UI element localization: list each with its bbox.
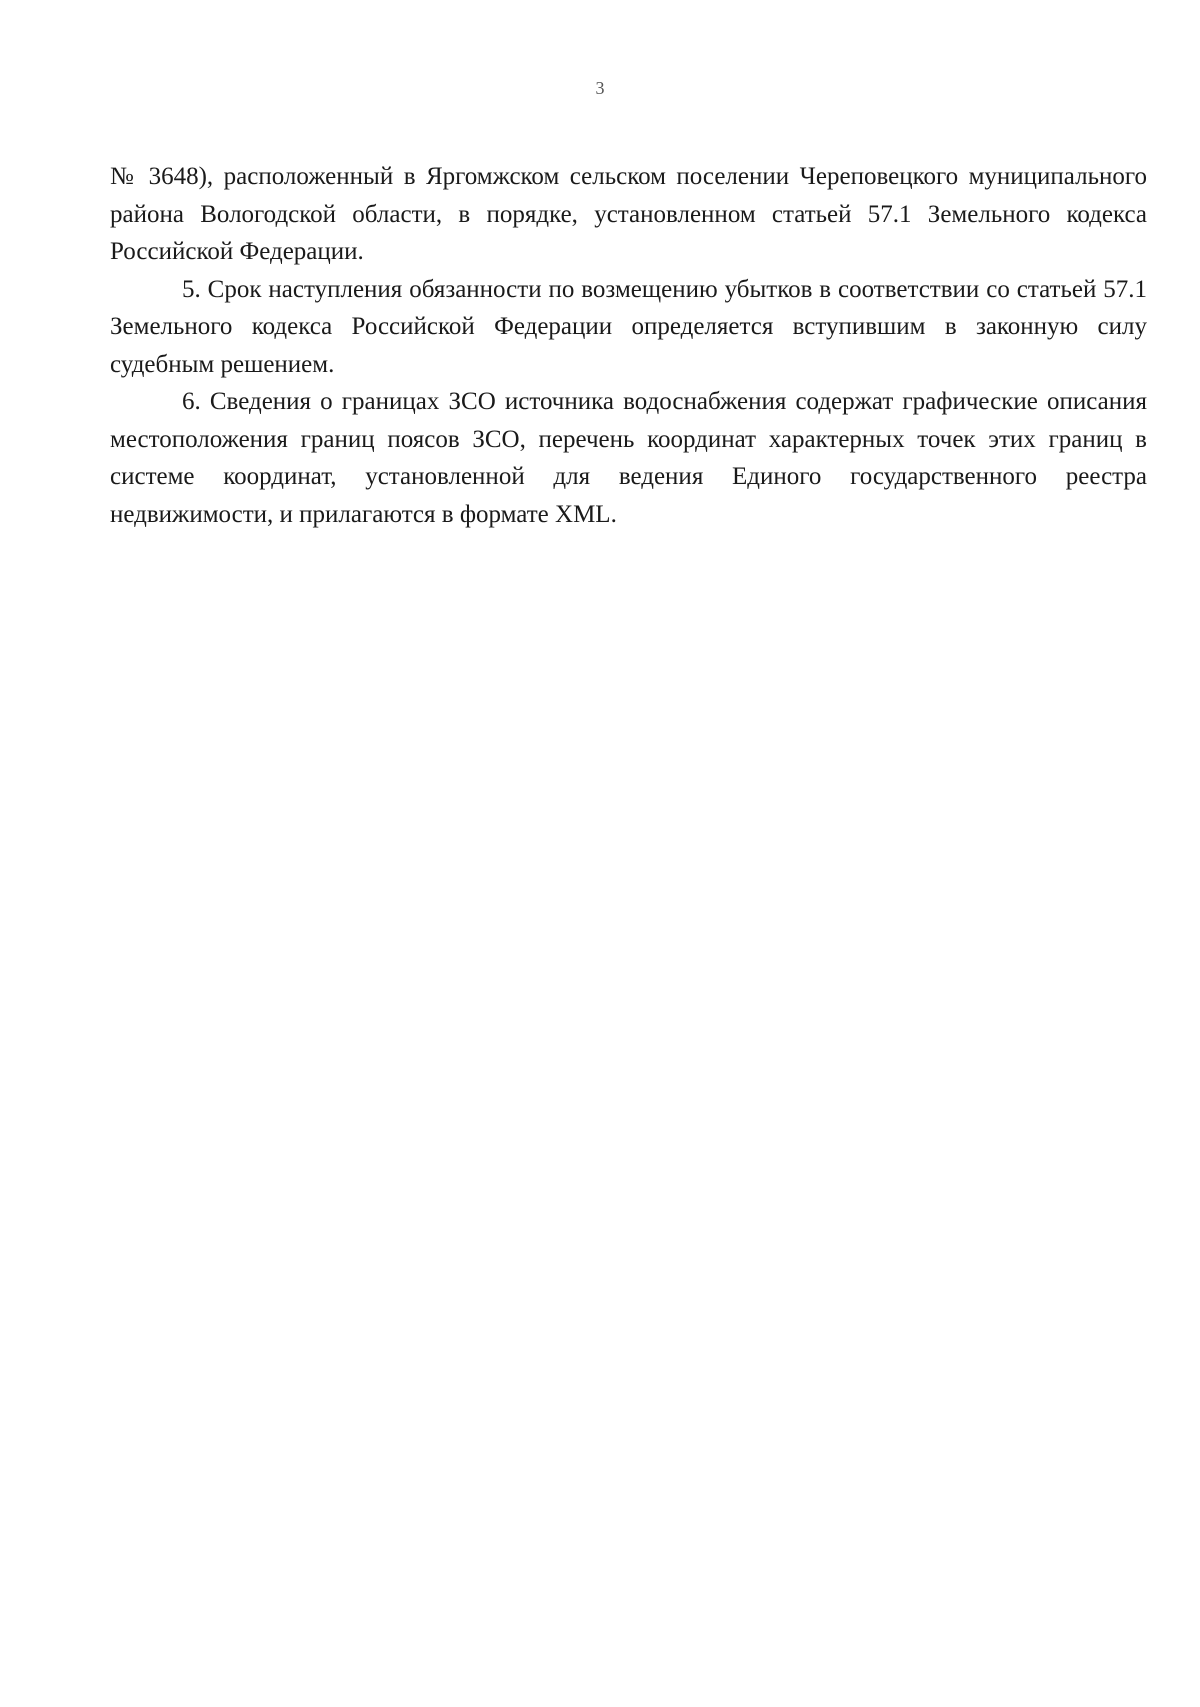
paragraph-item-6: 6. Сведения о границах ЗСО источника водоснабжения содержат графические описания местоположения границ поясов ЗСО, перечень координат характерных точек этих границ в системе координат, установленной для ведения Единого государственного реестра недвижимости, и прилагаются в формате XML. bbox=[110, 388, 1147, 528]
page-number: 3 bbox=[595, 78, 605, 98]
paragraph-item-5: 5. Срок наступления обязанности по возмещению убытков в соответствии со статьей 57.1 Земельного кодекса Российской Федерации определяется вступившим в законную силу судебным решением. bbox=[110, 275, 1147, 378]
paragraph-continuation: № 3648), расположенный в Яргомжском сельском поселении Череповецкого муниципального района Вологодской области, в порядке, установленном статьей 57.1 Земельного кодекса Российской Федерации. bbox=[110, 163, 1147, 265]
document-body bbox=[110, 158, 1147, 533]
